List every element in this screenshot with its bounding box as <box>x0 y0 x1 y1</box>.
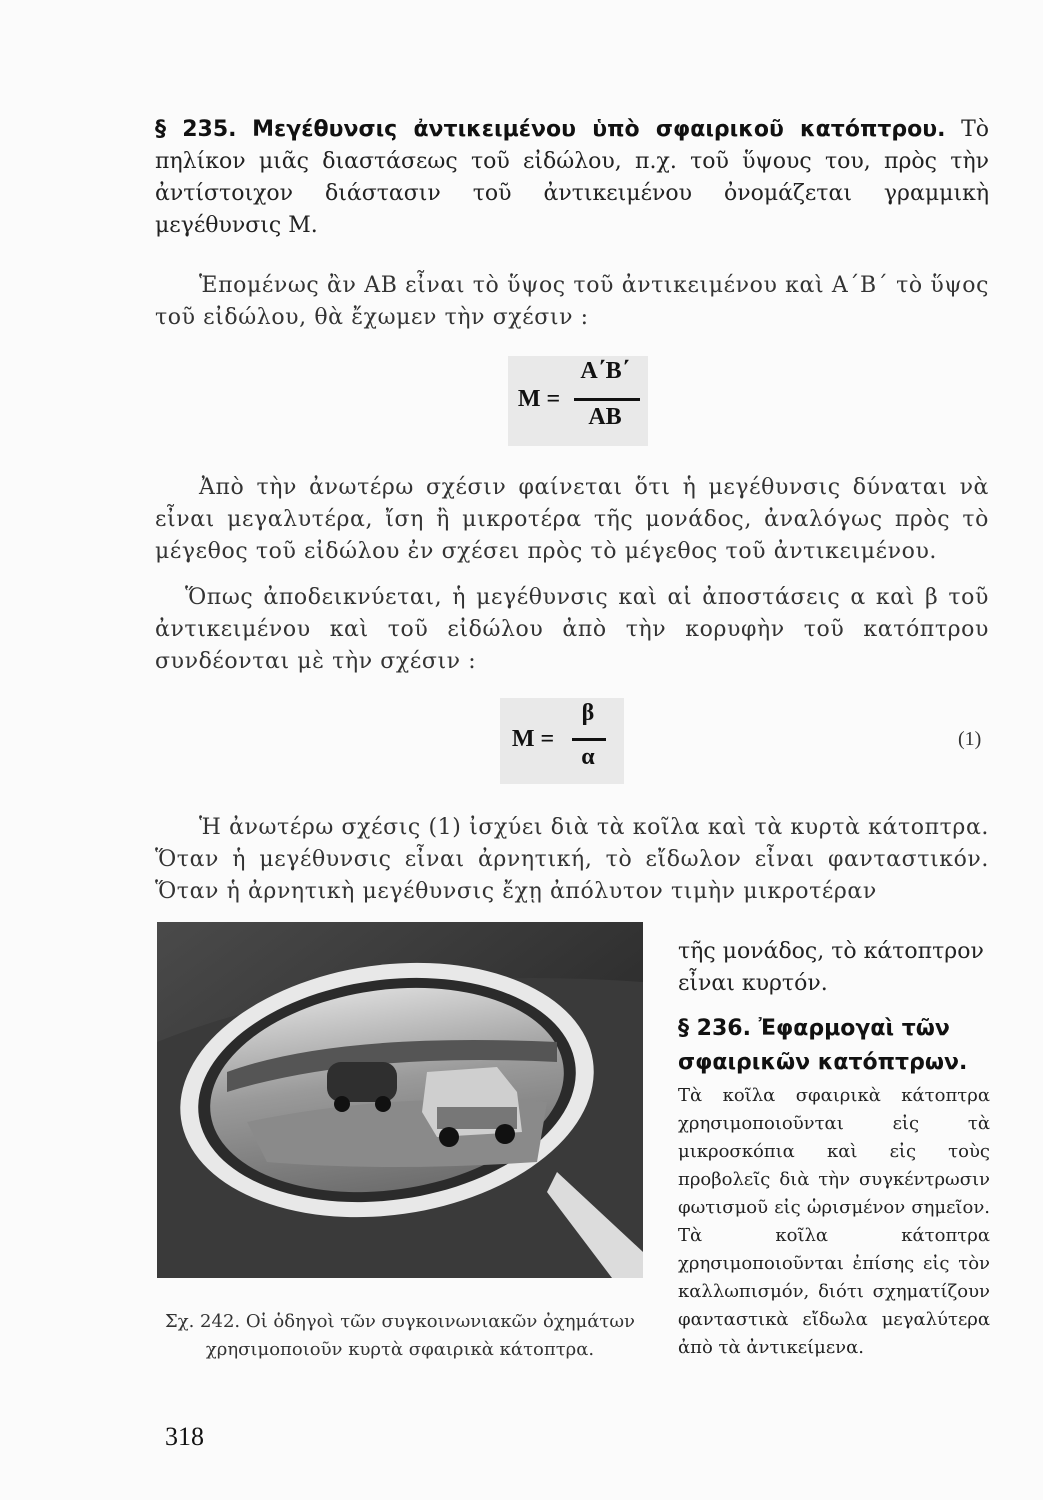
paragraph-3: Ἀπὸ τὴν ἀνωτέρω σχέσιν φαίνεται ὅτι ἡ μεγέθυνσις δύναται νὰ εἶναι μεγαλυτέρα, ἴση ἢ μικροτέρα τῆς μονάδος, ἀναλόγως πρὸς τὸ μέγεθος τοῦ εἰδώλου ἐν σχέσει πρὸς τὸ μέγεθος τοῦ ἀντικειμένου. <box>155 475 989 564</box>
formula-2-numerator: β <box>581 700 595 726</box>
formula-2 <box>500 698 624 784</box>
paragraph-5-continuation: τῆς μονάδος, τὸ κάτοπτρον εἶναι κυρτόν. <box>678 939 984 996</box>
page-number: 318 <box>165 1422 204 1451</box>
section-235-number: § 235. <box>155 117 237 142</box>
section-235-paragraph <box>155 114 989 242</box>
formula-2-bar <box>572 738 606 741</box>
formula-1-denominator: AB <box>588 404 622 430</box>
paragraph-2: Ἑπομένως ἂν ΑΒ εἶναι τὸ ὕψος τοῦ ἀντικειμένου καὶ Α΄Β΄ τὸ ὕψος τοῦ εἰδώλου, θὰ ἔχωμεν τὴν σχέσιν : <box>155 273 989 330</box>
section-236-heading <box>678 1012 990 1080</box>
formula-1-lhs: M = <box>517 386 561 412</box>
section-236-body: Τὰ κοῖλα σφαιρικὰ κάτοπτρα χρησιμοποιοῦνται εἰς τὰ μικροσκόπια καὶ εἰς τοὺς προβολεῖς διὰ τὴν συγκέντρωσιν φωτισμοῦ εἰς ὡρισμένον σημεῖον. Τὰ κοῖλα κάτοπτρα χρησιμοποιοῦνται ἐπίσης εἰς τὸν καλλωπισμόν, διότι σχηματίζουν φανταστικὰ εἴδωλα μεγαλύτερα ἀπὸ τὰ ἀντικείμενα. <box>678 1085 990 1358</box>
figure-caption: Σχ. 242. Οἱ ὁδηγοὶ τῶν συγκοινωνιακῶν ὀχημάτων χρησιμοποιοῦν κυρτὰ σφαιρικὰ κάτοπτρα. <box>164 1311 635 1360</box>
section-236-title: Ἐφαρμογαὶ τῶν σφαιρικῶν κατόπτρων. <box>678 1016 968 1075</box>
section-235-title: Μεγέθυνσις ἀντικειμένου ὑπὸ σφαιρικοῦ κατόπτρου. <box>252 117 946 142</box>
formula-1 <box>508 356 648 446</box>
section-235-body: Τὸ πηλίκον μιᾶς διαστάσεως τοῦ εἰδώλου, π.χ. τοῦ ὕψους του, πρὸς τὴν ἀντίστοιχον διάστασιν τοῦ ἀντικειμένου ὀνομάζεται γραμμικὴ μεγέθυνσις Μ. <box>155 117 989 238</box>
paragraph-5: Ἡ ἀνωτέρω σχέσις (1) ἰσχύει διὰ τὰ κοῖλα καὶ τὰ κυρτὰ κάτοπτρα. Ὅταν ἡ μεγέθυνσις εἶναι ἀρνητική, τὸ εἴδωλον εἶναι φανταστικόν. Ὅταν ἡ ἀρνητικὴ μεγέθυνσις ἔχῃ ἀπόλυτον τιμὴν μικροτέραν <box>155 815 989 904</box>
formula-2-lhs: M = <box>511 726 555 752</box>
paragraph-4: Ὅπως ἀποδεικνύεται, ἡ μεγέθυνσις καὶ αἱ ἀποστάσεις α καὶ β τοῦ ἀντικειμένου καὶ τοῦ εἰδώλου ἀπὸ τὴν κορυφὴν τοῦ κατόπτρου συνδέονται μὲ τὴν σχέσιν : <box>155 585 989 674</box>
figure-242 <box>157 922 643 1278</box>
mirror-photo-image <box>157 922 643 1278</box>
formula-1-bar <box>574 398 640 401</box>
section-236-number: § 236. <box>678 1016 751 1041</box>
formula-2-denominator: α <box>581 744 595 770</box>
formula-1-numerator: A΄B΄ <box>580 358 630 384</box>
equation-number: (1) <box>958 728 982 750</box>
